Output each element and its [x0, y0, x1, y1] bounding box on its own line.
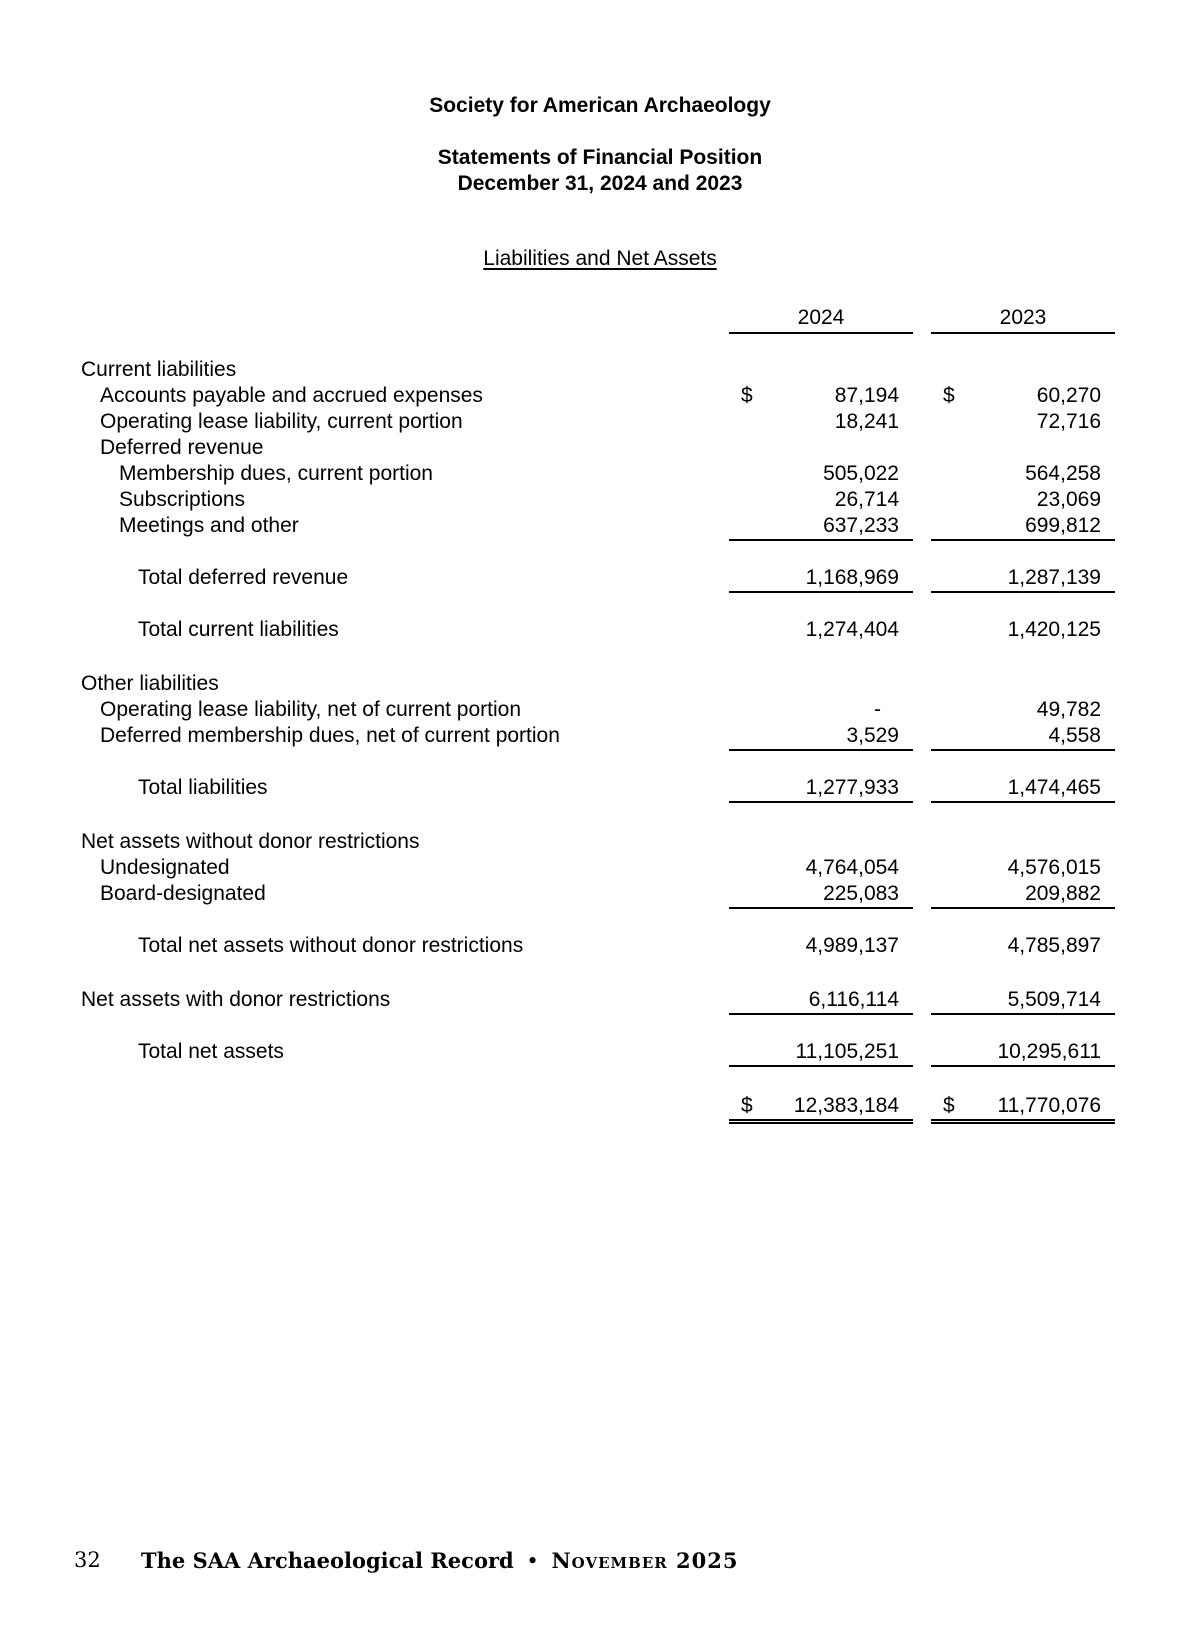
organization-name: Society for American Archaeology: [429, 94, 771, 117]
publication-footer: [141, 1548, 738, 1573]
value: 699,812: [1025, 514, 1101, 537]
label-net-with: Net assets with donor restrictions: [81, 988, 391, 1011]
cell-2023-net-with: [931, 987, 1115, 1015]
value: 5,509,714: [1007, 988, 1101, 1011]
value: 4,558: [1048, 724, 1101, 747]
label-membership-dues: Membership dues, current portion: [119, 462, 433, 485]
value: 10,295,611: [997, 1040, 1101, 1063]
publication-name: The SAA Archaeological Record: [141, 1548, 514, 1573]
value: 3,529: [846, 724, 899, 747]
statement-title: Statements of Financial Position: [437, 146, 763, 169]
value: 72,716: [1036, 410, 1101, 433]
value: 1,420,125: [1007, 618, 1101, 641]
dollar-sign: $: [943, 1094, 955, 1117]
statement-dates: December 31, 2024 and 2023: [457, 172, 743, 195]
cell-2024-total-net-assets: [729, 1039, 913, 1067]
cell-2023-grand-total: [931, 1093, 1115, 1124]
cell-2023-op-lease-noncurrent: [931, 697, 1115, 723]
value: 11,105,251: [795, 1040, 899, 1063]
cell-2023-total-liabilities: [931, 775, 1115, 803]
label-op-lease-current: Operating lease liability, current portion: [100, 410, 463, 433]
cell-2023-deferred-dues-noncurrent: [931, 723, 1115, 751]
value: 225,083: [823, 882, 899, 905]
label-meetings: Meetings and other: [119, 514, 299, 537]
label-subscriptions: Subscriptions: [119, 488, 246, 511]
label-other-liabilities: Other liabilities: [81, 672, 219, 695]
page-number: 32: [74, 1548, 101, 1572]
label-deferred-dues-noncurrent: Deferred membership dues, net of current portion: [100, 724, 560, 747]
value: 26,714: [834, 488, 899, 511]
cell-2023-membership-dues: [931, 461, 1115, 487]
issue-date: November 2025: [551, 1548, 739, 1573]
label-deferred-revenue: Deferred revenue: [100, 436, 264, 459]
label-current-liabilities: Current liabilities: [81, 358, 237, 381]
label-net-without: Net assets without donor restrictions: [81, 830, 420, 853]
cell-2024-deferred-dues-noncurrent: [729, 723, 913, 751]
value: 4,764,054: [805, 856, 899, 879]
label-total-without: Total net assets without donor restrictions: [138, 934, 524, 957]
label-total-liabilities: Total liabilities: [138, 776, 268, 799]
value: 505,022: [823, 462, 899, 485]
cell-2024-membership-dues: [729, 461, 913, 487]
label-undesignated: Undesignated: [100, 856, 230, 879]
value: 4,785,897: [1007, 934, 1101, 957]
cell-2023-total-without: [931, 933, 1115, 959]
value: 87,194: [834, 384, 899, 407]
cell-2024-accounts-payable: [729, 383, 913, 409]
value: 49,782: [1036, 698, 1101, 721]
cell-2024-total-current: [729, 617, 913, 643]
value: 1,287,139: [1007, 566, 1101, 589]
cell-2024-total-liabilities: [729, 775, 913, 803]
cell-2023-op-lease-current: [931, 409, 1115, 435]
dollar-sign: $: [741, 384, 753, 407]
value: 564,258: [1025, 462, 1101, 485]
cell-2024-grand-total: [729, 1093, 913, 1124]
cell-2023-board-designated: [931, 881, 1115, 909]
value: 6,116,114: [808, 988, 899, 1011]
value: 209,882: [1025, 882, 1101, 905]
value: 1,168,969: [805, 566, 899, 589]
section-title-text: Liabilities and Net Assets: [483, 247, 717, 270]
cell-2024-subscriptions: [729, 487, 913, 513]
cell-2024-total-deferred: [729, 565, 913, 593]
value: 18,241: [834, 410, 899, 433]
cell-2023-total-current: [931, 617, 1115, 643]
cell-2024-meetings: [729, 513, 913, 541]
label-op-lease-noncurrent: Operating lease liability, net of current portion: [100, 698, 522, 721]
value: 1,474,465: [1007, 776, 1101, 799]
value: 11,770,076: [997, 1094, 1101, 1117]
dollar-sign: $: [943, 384, 955, 407]
cell-2024-undesignated: [729, 855, 913, 881]
value: -: [874, 698, 881, 721]
label-board-designated: Board-designated: [100, 882, 266, 905]
label-total-current: Total current liabilities: [138, 618, 339, 641]
cell-2024-total-without: [729, 933, 913, 959]
value: 1,277,933: [805, 776, 899, 799]
label-accounts-payable: Accounts payable and accrued expenses: [100, 384, 483, 407]
dollar-sign: $: [741, 1094, 753, 1117]
section-title: [0, 247, 1200, 271]
value: 4,576,015: [1007, 856, 1101, 879]
column-header-2024: 2024: [729, 306, 913, 334]
cell-2024-board-designated: [729, 881, 913, 909]
value: 1,274,404: [805, 618, 899, 641]
label-total-net-assets: Total net assets: [138, 1040, 284, 1063]
cell-2023-accounts-payable: [931, 383, 1115, 409]
bullet-separator: •: [526, 1549, 539, 1573]
value: 4,989,137: [805, 934, 899, 957]
cell-2024-op-lease-noncurrent: [729, 697, 913, 723]
cell-2023-total-deferred: [931, 565, 1115, 593]
cell-2023-undesignated: [931, 855, 1115, 881]
value: 12,383,184: [793, 1094, 899, 1117]
cell-2023-subscriptions: [931, 487, 1115, 513]
value: 637,233: [823, 514, 899, 537]
label-total-deferred: Total deferred revenue: [138, 566, 349, 589]
cell-2023-total-net-assets: [931, 1039, 1115, 1067]
cell-2023-meetings: [931, 513, 1115, 541]
cell-2024-net-with: [729, 987, 913, 1015]
value: 60,270: [1036, 384, 1101, 407]
value: 23,069: [1036, 488, 1101, 511]
column-header-2023: 2023: [931, 306, 1115, 334]
cell-2024-op-lease-current: [729, 409, 913, 435]
